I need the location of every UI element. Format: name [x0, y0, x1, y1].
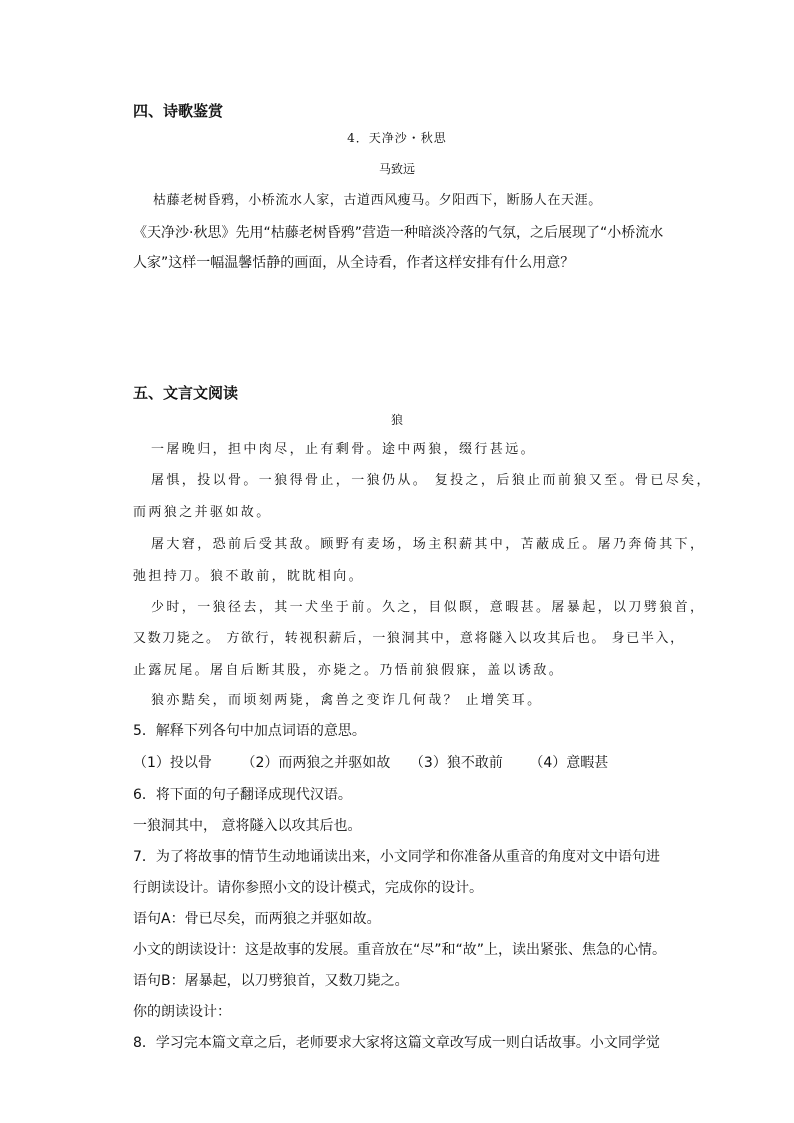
question-7: 7．为了将故事的情节生动地诵读出来，小文同学和你准备从重音的角度对文中语句进 [133, 849, 660, 865]
q5-option-4: （4）意暇甚 [529, 755, 609, 771]
classical-paragraph: 一屠晚归，担中肉尽，止有剩骨。途中两狼，缀行甚远。 [151, 442, 537, 457]
q5-option-1: （1）投以骨 [133, 755, 212, 771]
poem-title: 4．天净沙・秋思 [347, 131, 447, 145]
section-heading-classical: 五、文言文阅读 [133, 384, 239, 402]
q5-option-3: （3）狼不敢前 [409, 755, 503, 771]
question-8: 8．学习完本篇文章之后，老师要求大家将这篇文章改写成一则白话故事。小文同学觉 [133, 1035, 660, 1051]
classical-paragraph: 屠惧，投以骨。一狼得骨止，一狼仍从。 复投之，后狼止而前狼又至。骨已尽矣， [151, 473, 712, 488]
classical-paragraph-continuation: 又数刀毙之。 方欲行，转视积薪后，一狼洞其中，意将隧入以攻其后也。 身已半入， [133, 631, 685, 646]
classical-paragraph-continuation: 弛担持刀。狼不敢前，眈眈相向。 [133, 569, 365, 584]
question-5: 5．解释下列各句中加点词语的意思。 [133, 723, 366, 739]
q5-option-2: （2）而两狼之并驱如故 [241, 755, 391, 771]
classical-paragraph: 狼亦黠矣，而顷刻两毙，禽兽之变诈几何哉？ 止增笑耳。 [151, 693, 543, 708]
classical-paragraph: 少时，一狼径去，其一犬坐于前。久之，目似瞑，意暇甚。屠暴起，以刀劈狼首， [151, 600, 706, 615]
poem-text: 枯藤老树昏鸦，小桥流水人家，古道西风瘦马。夕阳西下，断肠人在天涯。 [153, 193, 602, 208]
question-7-sentence-b: 语句B：屠暴起，以刀劈狼首，又数刀毙之。 [133, 973, 409, 989]
classical-paragraph-continuation: 止露尻尾。屠自后断其股，亦毙之。乃悟前狼假寐，盖以诱敌。 [133, 663, 565, 678]
section-heading-poetry: 四、诗歌鉴赏 [133, 102, 224, 120]
classical-text-title: 狼 [390, 413, 403, 427]
question-7-example-design: 小文的朗读设计：这是故事的发展。重音放在“尽”和“故”上，读出紧张、焦急的心情。 [133, 942, 667, 958]
poem-question-line: 《天净沙·秋思》先用“枯藤老树昏鸦”营造一种暗淡冷落的气氛，之后展现了“小桥流水 [133, 225, 664, 241]
question-6-sentence: 一狼洞其中， 意将隧入以攻其后也。 [133, 818, 362, 834]
question-7-sentence-a: 语句A：骨已尽矣，而两狼之并驱如故。 [133, 911, 381, 927]
question-7-your-design: 你的朗读设计： [133, 1004, 231, 1020]
poem-question-line: 人家”这样一幅温馨恬静的画面，从全诗看，作者这样安排有什么用意？ [133, 255, 575, 271]
question-7-continuation: 行朗读设计。请你参照小文的设计模式，完成你的设计。 [133, 880, 483, 896]
classical-paragraph-continuation: 而两狼之并驱如故。 [133, 505, 272, 520]
classical-paragraph: 屠大窘，恐前后受其敌。顾野有麦场，场主积薪其中，苫蔽成丘。屠乃奔倚其下， [151, 537, 706, 552]
question-5-options [133, 756, 608, 770]
question-6: 6．将下面的句子翻译成现代汉语。 [133, 787, 352, 803]
poem-author: 马致远 [378, 162, 415, 176]
